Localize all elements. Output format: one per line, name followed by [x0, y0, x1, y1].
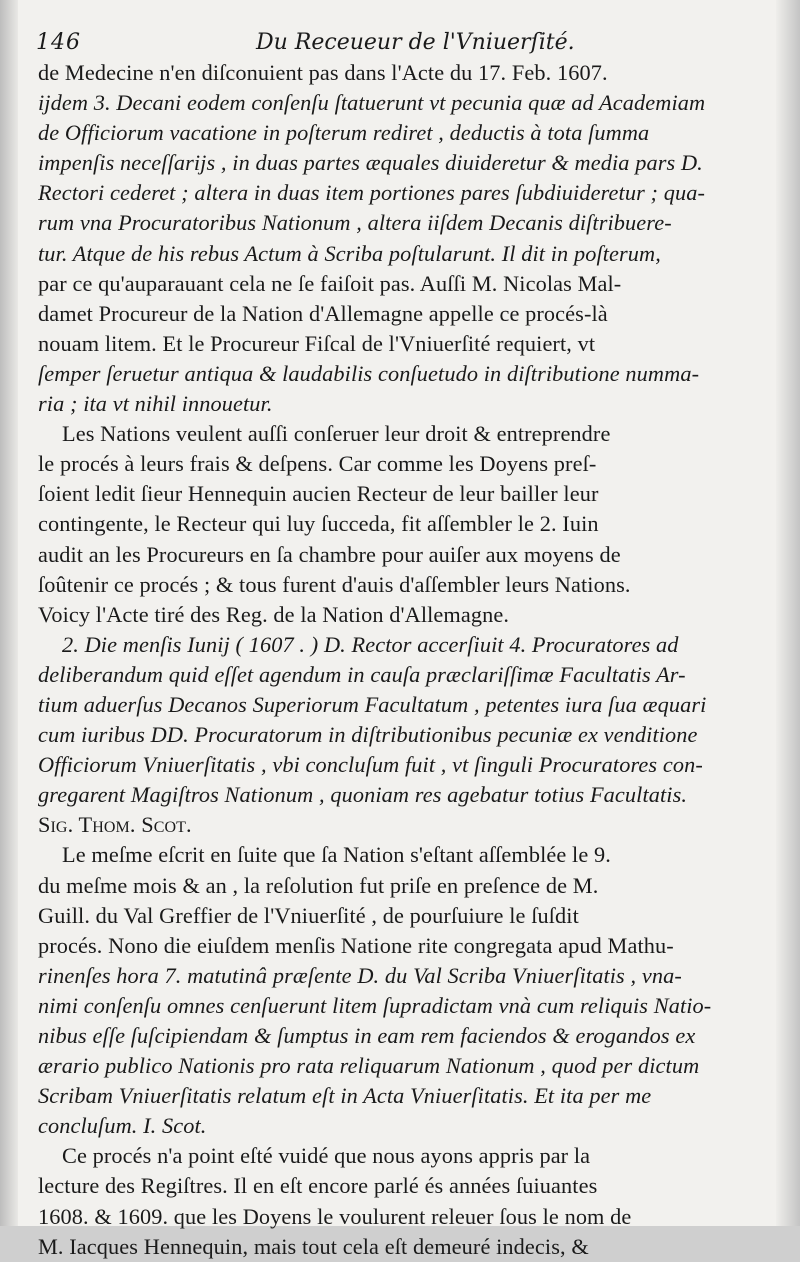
text-line: audit an les Procureurs en ſa chambre pour auiſer aux moyens de: [38, 541, 621, 567]
text-line: rinenſes hora 7. matutinâ præſente D. du Val Scriba Vniuerſitatis , vna-: [38, 962, 682, 988]
text-line: impenſis neceſſarijs , in duas partes æquales diuideretur & media pars D.: [38, 150, 703, 176]
text-line: Ce procés n'a point eſté vuidé que nous ayons appris par la: [62, 1143, 591, 1169]
text-line: ſoient ledit ſieur Hennequin aucien Recteur de leur bailler leur: [38, 481, 599, 507]
text-line: cum iuribus DD. Procuratorum in diſtributionibus pecuniæ ex venditione: [38, 722, 698, 748]
text-line: tium aduerſus Decanos Superiorum Facultatum , petentes iura ſua æquari: [38, 691, 707, 717]
text-line: ſemper ſeruetur antiqua & laudabilis conſuetudo in diſtributione numma-: [38, 360, 700, 386]
text-line: tur. Atque de his rebus Actum à Scriba poſtularunt. Il dit in poſterum,: [38, 240, 661, 266]
text-line: lecture des Regiſtres. Il en eſt encore parlé és années ſuiuantes: [38, 1173, 598, 1199]
text-line: Scribam Vniuerſitatis relatum eſt in Acta Vniuerſitatis. Et ita per me: [38, 1083, 652, 1109]
text-line: ria ; ita vt nihil innouetur.: [38, 391, 273, 417]
text-line: nimi conſenſu omnes cenſuerunt litem ſupradictam vnà cum reliquis Natio-: [38, 992, 712, 1018]
text-line: Officiorum Vniuerſitatis , vbi concluſum fuit , vt ſinguli Procuratores con-: [38, 752, 703, 778]
text-line: Le meſme eſcrit en ſuite que ſa Nation s'eſtant aſſemblée le 9.: [62, 842, 611, 868]
text-line: Sig. Thom. Scot.: [38, 812, 192, 838]
text-line: le procés à leurs frais & deſpens. Car comme les Doyens preſ-: [38, 451, 597, 477]
page-edge-shadow: [776, 0, 800, 1226]
text-line: procés. Nono die eiuſdem menſis Natione rite congregata apud Mathu-: [38, 932, 674, 958]
text-line: 1608. & 1609. que les Doyens le voulurent releuer ſous le nom de: [38, 1203, 632, 1229]
text-line: nouam litem. Et le Procureur Fiſcal de l'Vniuerſité requiert, vt: [38, 330, 596, 356]
text-line: concluſum. I. Scot.: [38, 1113, 207, 1139]
text-line: deliberandum quid eſſet agendum in cauſa præclariſſimæ Facultatis Ar-: [38, 661, 686, 687]
text-line: Guill. du Val Greffier de l'Vniuerſité , de pourſuiure le ſuſdit: [38, 902, 579, 928]
text-line: du meſme mois & an , la reſolution fut priſe en preſence de M.: [38, 872, 599, 898]
body-text: [38, 58, 768, 1262]
text-line: Rectori cederet ; altera in duas item portiones pares ſubdiuideretur ; qua-: [38, 180, 705, 206]
text-line: par ce qu'auparauant cela ne ſe faiſoit pas. Auſſi M. Nicolas Mal-: [38, 270, 622, 296]
text-line: Voicy l'Acte tiré des Reg. de la Nation d'Allemagne.: [38, 601, 510, 627]
page-gutter-shadow: [0, 0, 18, 1226]
text-line: ſoûtenir ce procés ; & tous furent d'auis d'aſſembler leurs Nations.: [38, 571, 631, 597]
running-title: Du Receueur de l'Vniuerſité.: [256, 30, 575, 55]
text-line: rum vna Procuratoribus Nationum , altera iiſdem Decanis diſtribuere-: [38, 210, 672, 236]
text-line: 2. Die menſis Iunij ( 1607 . ) D. Rector accerſiuit 4. Procuratores ad: [62, 631, 679, 657]
page-header: [36, 30, 575, 56]
text-line: Les Nations veulent auſſi conſeruer leur droit & entreprendre: [62, 421, 611, 447]
text-line: M. Iacques Hennequin, mais tout cela eſt demeuré indecis, &: [38, 1233, 589, 1259]
text-line: ijdem 3. Decani eodem conſenſu ſtatuerunt vt pecunia quæ ad Academiam: [38, 90, 706, 116]
text-line: ærario publico Nationis pro rata reliquarum Nationum , quod per dictum: [38, 1053, 700, 1079]
text-line: damet Procureur de la Nation d'Allemagne appelle ce procés-là: [38, 300, 608, 326]
text-line: de Medecine n'en diſconuient pas dans l'Acte du 17. Feb. 1607.: [38, 60, 608, 85]
text-line: contingente, le Recteur qui luy ſucceda, fit aſſembler le 2. Iuin: [38, 511, 599, 537]
text-line: gregarent Magiſtros Nationum , quoniam res agebatur totius Facultatis.: [38, 782, 688, 808]
page-number: 146: [36, 30, 81, 55]
text-line: de Officiorum vacatione in poſterum rediret , deductis à tota ſumma: [38, 120, 650, 146]
text-line: nibus eſſe ſuſcipiendam & ſumptus in eam rem faciendos & erogandos ex: [38, 1023, 696, 1048]
